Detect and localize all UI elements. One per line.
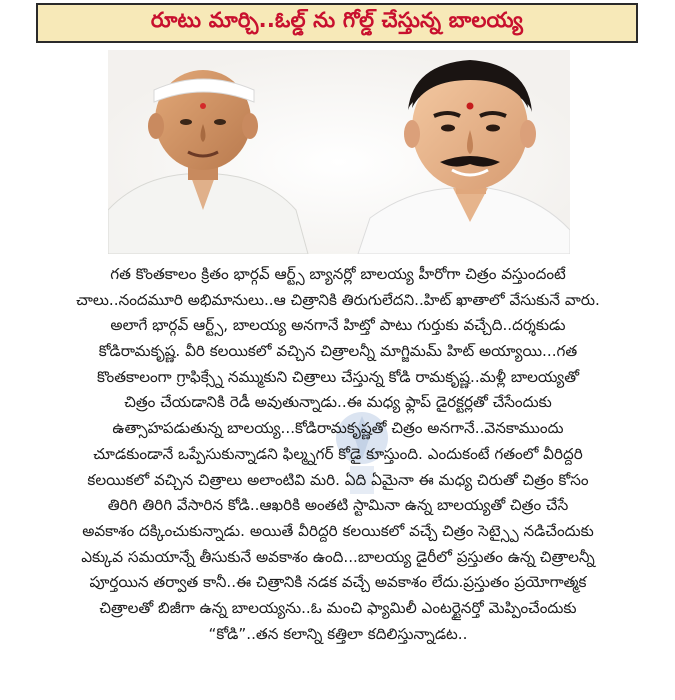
article-line: ఎక్కువ సమయాన్నే తీసుకునే అవకాశం ఉంది...బాలయ్య డైరీలో ప్రస్తుతం ఉన్న చిత్రాలన్నీ: [81, 547, 595, 566]
article-line: కలయికలో వచ్చిన చిత్రాలు అలాంటివి మరి. ఏది ఏమైనా ఈ మధ్య చిరుతో చిత్రం కోసం: [87, 470, 589, 489]
article-line: కొంతకాలంగా గ్రాఫిక్స్నే నమ్ముకుని చిత్రాలు చేస్తున్న కోడి రామకృష్ణ..మళ్లీ బాలయ్యతో: [96, 367, 580, 386]
article-line: చాలు..నందమూరి అభిమానులు..ఆ చిత్రానికి తిరుగులేదని..హిట్ ఖాతాలో వేసుకునే వారు.: [76, 290, 600, 309]
article-line: అవకాశం దక్కించుకున్నాడు. అయితే వీరిద్దరి కలయికలో వచ్చే చిత్రం సెట్స్పై నడిచేందుకు: [82, 521, 594, 540]
article-line: కోడిరామకృష్ణ. వీరి కలయికలో వచ్చిన చిత్రాలన్నీ మాగ్జిమమ్ హిట్ అయ్యాయి...గత: [98, 342, 578, 361]
article-body: [14, 262, 662, 698]
article-line: అలాగే భార్గవ్ ఆర్ట్స్, బాలయ్య అనగానే హిట్తో పాటు గుర్తుకు వచ్చేది..దర్శకుడు: [110, 316, 566, 335]
article-line: పూర్తయిన తర్వాత కానీ..ఈ చిత్రానికి నడక వచ్చే అవకాశం లేదు.ప్రస్తుతం ప్రయోగాత్మక: [89, 573, 587, 592]
headline-text: రూటు మార్చి..ఓల్డ్ ను గోల్డ్ చేస్తున్న బాలయ్య: [150, 8, 524, 32]
article-line: “కోడి”..తన కలాన్ని కత్తిలా కదిలిస్తున్నాడట..: [208, 624, 468, 643]
article-line: గత కొంతకాలం క్రితం భార్గవ్ ఆర్ట్స్ బ్యానర్లో బాలయ్య హీరోగా చిత్రం వస్తుందంటే: [110, 265, 566, 283]
article-line: తిరిగి తిరిగి వేసారిన కోడి..ఆఖరికి అంతటి స్టామినా ఉన్న బాలయ్యతో చిత్రం చేసే: [107, 496, 569, 515]
article-line: ఉత్సాహపడుతున్న బాలయ్య...కోడిరామకృష్ణతో చిత్రం అనగానే..వెనకాముందు: [112, 419, 564, 438]
article-line: చూడకుండానే ఒప్పేసుకున్నాడని ఫిల్మ్నగర్ కోడై కూస్తుంది. ఎందుకంటే గతంలో వీరిద్దరి: [93, 444, 583, 463]
article-line: చిత్రాలతో బిజీగా ఉన్న బాలయ్యను..ఓ మంచి ఫ్యామిలీ ఎంటర్టైనర్తో మెప్పించేందుకు: [99, 598, 577, 617]
headline-banner: [36, 3, 638, 43]
news-photo: [108, 50, 570, 254]
article-line: చిత్రం చేయడానికి రెడీ అవుతున్నాడు..ఈ మధ్య ఫ్లాప్ డైరక్టర్లతో చేసేందుకు: [124, 393, 552, 412]
